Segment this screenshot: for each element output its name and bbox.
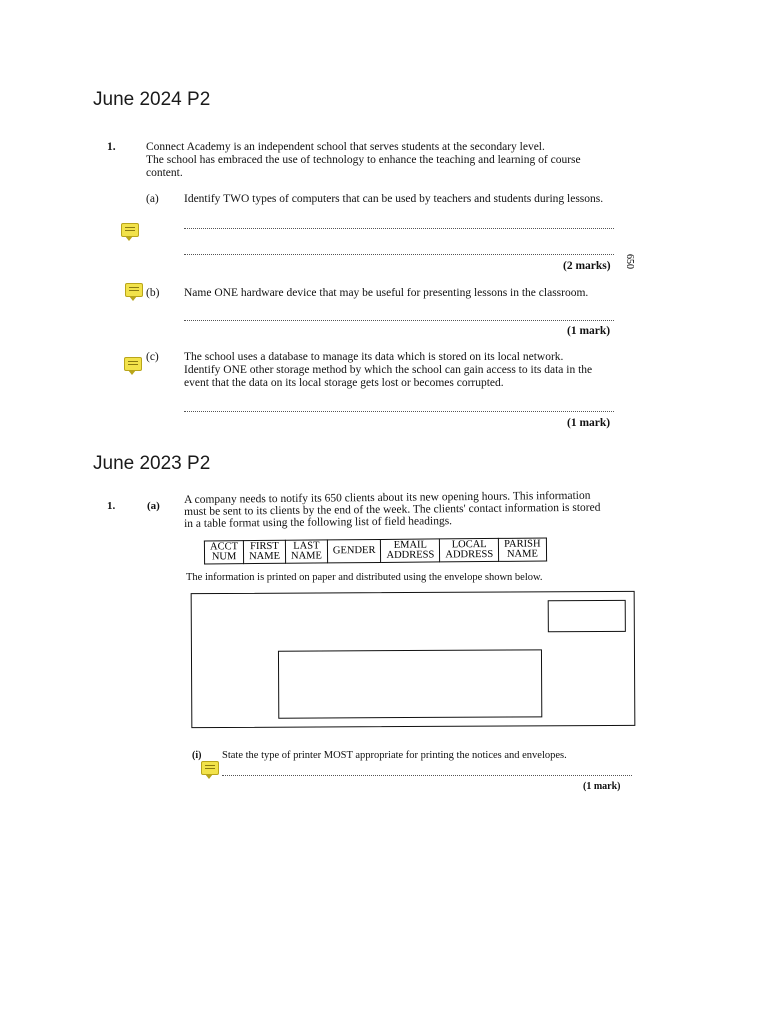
envelope-stamp-box bbox=[548, 600, 626, 632]
answer-line[interactable] bbox=[184, 228, 614, 229]
field-heading: FIRST NAME bbox=[243, 540, 285, 563]
question-intro-line-1: Connect Academy is an independent school that serves students at the secondary level. bbox=[146, 141, 545, 153]
part-c-label: (c) bbox=[146, 351, 159, 363]
field-heading: LOCAL ADDRESS bbox=[440, 538, 499, 562]
question-intro-line-2: The school has embraced the use of technology to enhance the teaching and learning of course bbox=[146, 154, 581, 166]
question-intro-line-1: A company needs to notify its 650 clients about its new opening hours. This information bbox=[184, 489, 591, 506]
part-b-marks: (1 mark) bbox=[567, 325, 611, 337]
answer-line[interactable] bbox=[222, 775, 632, 776]
part-a-label: (a) bbox=[147, 500, 160, 512]
comment-note-icon[interactable] bbox=[125, 283, 143, 297]
part-a-label: (a) bbox=[146, 193, 159, 205]
field-heading: ACCT NUM bbox=[204, 541, 243, 564]
section-heading-2023: June 2023 P2 bbox=[93, 453, 211, 474]
comment-note-icon[interactable] bbox=[201, 761, 219, 775]
comment-note-icon[interactable] bbox=[121, 223, 139, 237]
part-i-text: State the type of printer MOST appropriate for printing the notices and envelopes. bbox=[222, 750, 567, 761]
question-intro-line-2: must be sent to its clients by the end of the week. The clients' contact information is stored bbox=[184, 501, 601, 518]
part-a-text: Identify TWO types of computers that can be used by teachers and students during lessons. bbox=[184, 193, 604, 205]
part-c-line-3: event that the data on its local storage gets lost or becomes corrupted. bbox=[184, 377, 504, 389]
field-headings-table bbox=[204, 538, 547, 565]
answer-line[interactable] bbox=[184, 411, 614, 412]
question-intro-line-3: content. bbox=[146, 167, 183, 179]
part-c-marks: (1 mark) bbox=[567, 417, 611, 429]
side-page-code: 650 bbox=[624, 254, 635, 269]
comment-note-icon[interactable] bbox=[124, 357, 142, 371]
part-c-line-2: Identify ONE other storage method by which the school can gain access to its data in the bbox=[184, 364, 593, 376]
part-b-label: (b) bbox=[146, 287, 160, 299]
printed-info-text: The information is printed on paper and distributed using the envelope shown below. bbox=[186, 572, 543, 583]
part-b-text: Name ONE hardware device that may be useful for presenting lessons in the classroom. bbox=[184, 287, 589, 299]
question-number: 1. bbox=[107, 141, 116, 153]
question-intro-line-3: in a table format using the following list of field headings. bbox=[184, 515, 453, 530]
part-a-marks: (2 marks) bbox=[563, 260, 611, 272]
answer-line[interactable] bbox=[184, 254, 614, 255]
section-heading-2024: June 2024 P2 bbox=[93, 89, 211, 110]
part-i-marks: (1 mark) bbox=[583, 781, 621, 792]
question-number: 1. bbox=[107, 500, 116, 512]
envelope-diagram bbox=[191, 591, 636, 728]
answer-line[interactable] bbox=[184, 320, 614, 321]
field-heading: GENDER bbox=[327, 539, 381, 562]
part-i-label: (i) bbox=[192, 750, 202, 761]
envelope-address-box bbox=[278, 649, 542, 718]
field-heading: EMAIL ADDRESS bbox=[381, 539, 440, 563]
field-heading: PARISH NAME bbox=[499, 538, 547, 561]
field-heading: LAST NAME bbox=[285, 540, 327, 563]
part-c-line-1: The school uses a database to manage its data which is stored on its local network. bbox=[184, 351, 564, 363]
